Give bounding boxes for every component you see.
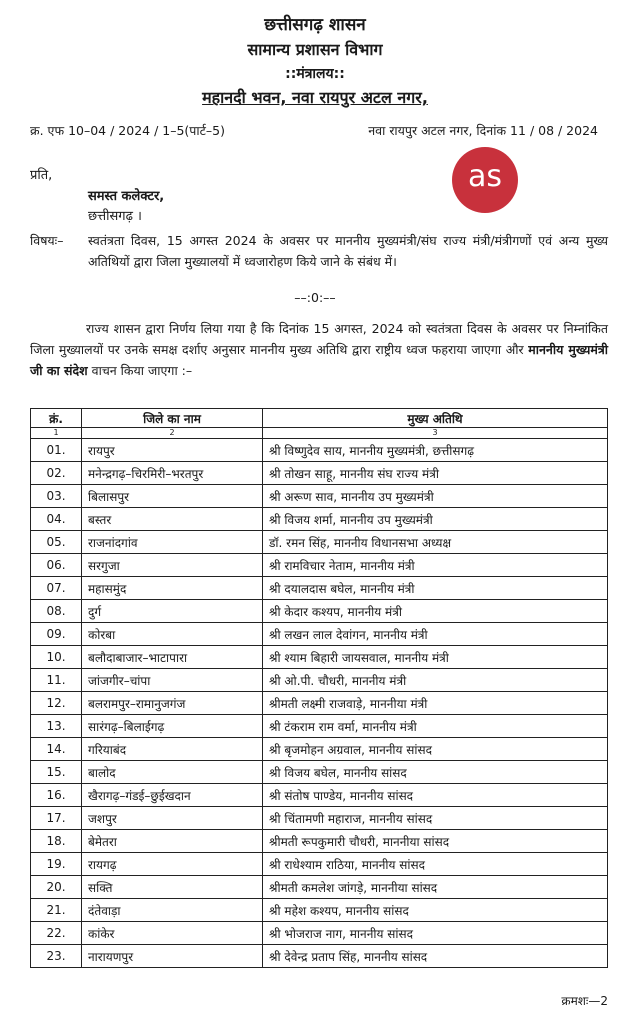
row-district: महासमुंद (82, 577, 263, 600)
body-text-bold: माननीय मुख्यमंत्री जी का संदेश (30, 342, 608, 378)
table-row (31, 462, 608, 485)
row-serial: 07. (31, 577, 82, 600)
column-index: 1 (31, 428, 82, 439)
table-row (31, 508, 608, 531)
row-district: गरियाबंद (82, 738, 263, 761)
row-district: नारायणपुर (82, 945, 263, 968)
row-serial: 01. (31, 439, 82, 462)
subject-text: स्वतंत्रता दिवस, 15 अगस्त 2024 के अवसर पर माननीय मुख्यमंत्री/संघ राज्य मंत्री/मंत्रीगणों एवं अन्य मुख्य अतिथियों द्वारा जिला मुख्यालयों में ध्वजारोहण किये जाने के संबंध में। (88, 233, 608, 269)
row-district: बेमेतरा (82, 830, 263, 853)
table-row (31, 669, 608, 692)
row-serial: 14. (31, 738, 82, 761)
row-district: कांकेर (82, 922, 263, 945)
govt-title: छत्तीसगढ़ शासन (264, 15, 366, 35)
row-chief-guest: श्री तोखन साहू, माननीय संघ राज्य मंत्री (263, 462, 608, 485)
table-row (31, 485, 608, 508)
address-line: महानदी भवन, नवा रायपुर अटल नगर, (202, 88, 428, 107)
row-chief-guest: श्री देवेन्द्र प्रताप सिंह, माननीय सांसद (263, 945, 608, 968)
separator: ––:0:–– (294, 290, 336, 305)
row-chief-guest: श्री चिंतामणी महाराज, माननीय सांसद (263, 807, 608, 830)
row-district: कोरबा (82, 623, 263, 646)
row-district: जांजगीर–चांपा (82, 669, 263, 692)
header-chief-guest: मुख्य अतिथि (263, 409, 608, 428)
department-title: सामान्य प्रशासन विभाग (247, 40, 383, 59)
row-chief-guest: श्री श्याम बिहारी जायसवाल, माननीय मंत्री (263, 646, 608, 669)
as-logo-watermark: as (452, 147, 518, 213)
table-row (31, 876, 608, 899)
row-serial: 08. (31, 600, 82, 623)
reference-number: क्र. एफ 10–04 / 2024 / 1–5(पार्ट–5) (30, 123, 226, 138)
row-chief-guest: श्री लखन लाल देवांगन, माननीय मंत्री (263, 623, 608, 646)
table-row (31, 784, 608, 807)
body-paragraph (30, 318, 608, 381)
row-district: दुर्ग (82, 600, 263, 623)
table-row (31, 807, 608, 830)
body-text-end: वाचन किया जाएगा :– (91, 363, 193, 378)
guest-table (30, 408, 608, 968)
row-serial: 11. (31, 669, 82, 692)
row-serial: 18. (31, 830, 82, 853)
subject-label: विषयः– (30, 233, 64, 248)
table-row (31, 830, 608, 853)
ministry-title: ::मंत्रालय:: (285, 66, 345, 82)
row-chief-guest: श्री केदार कश्यप, माननीय मंत्री (263, 600, 608, 623)
row-district: बस्तर (82, 508, 263, 531)
row-district: मनेन्द्रगढ़–चिरमिरी–भरतपुर (82, 462, 263, 485)
row-district: दंतेवाड़ा (82, 899, 263, 922)
row-serial: 22. (31, 922, 82, 945)
row-serial: 10. (31, 646, 82, 669)
row-district: बलरामपुर–रामानुजगंज (82, 692, 263, 715)
place-date: नवा रायपुर अटल नगर, दिनांक 11 / 08 / 2024 (368, 123, 598, 138)
row-serial: 19. (31, 853, 82, 876)
column-index: 3 (263, 428, 608, 439)
row-chief-guest: श्रीमती लक्ष्मी राजवाड़े, माननीया मंत्री (263, 692, 608, 715)
row-serial: 23. (31, 945, 82, 968)
row-district: रायगढ़ (82, 853, 263, 876)
row-district: सक्ति (82, 876, 263, 899)
recipient-state: छत्तीसगढ़ । (88, 209, 142, 224)
table-row (31, 646, 608, 669)
row-chief-guest: श्री संतोष पाण्डेय, माननीय सांसद (263, 784, 608, 807)
row-district: सरगुजा (82, 554, 263, 577)
row-serial: 17. (31, 807, 82, 830)
header-serial: क्रं. (31, 409, 82, 428)
row-serial: 05. (31, 531, 82, 554)
row-chief-guest: श्रीमती कमलेश जांगड़े, माननीया सांसद (263, 876, 608, 899)
row-district: बिलासपुर (82, 485, 263, 508)
row-chief-guest: श्री रामविचार नेताम, माननीय मंत्री (263, 554, 608, 577)
row-chief-guest: श्री दयालदास बघेल, माननीय मंत्री (263, 577, 608, 600)
row-chief-guest: श्री विष्णुदेव साय, माननीय मुख्यमंत्री, छत्तीसगढ़ (263, 439, 608, 462)
row-chief-guest: श्री महेश कश्यप, माननीय सांसद (263, 899, 608, 922)
body-text-start: राज्य शासन द्वारा निर्णय लिया गया है कि दिनांक 15 अगस्त, 2024 को स्वतंत्रता दिवस के अवसर पर निम्नांकित जिला मुख्यालयों पर उनके समक्ष दर्शाए अनुसार माननीय मुख्य अतिथि द्वारा राष्ट्रीय ध्वज फहराया जाएगा और (30, 321, 608, 357)
row-serial: 06. (31, 554, 82, 577)
table-row (31, 554, 608, 577)
column-index: 2 (82, 428, 263, 439)
row-chief-guest: श्री भोजराज नाग, माननीय सांसद (263, 922, 608, 945)
row-district: बलौदाबाजार–भाटापारा (82, 646, 263, 669)
row-serial: 13. (31, 715, 82, 738)
table-row (31, 600, 608, 623)
table-row (31, 853, 608, 876)
row-chief-guest: श्री बृजमोहन अग्रवाल, माननीय सांसद (263, 738, 608, 761)
row-chief-guest: श्री विजय शर्मा, माननीय उप मुख्यमंत्री (263, 508, 608, 531)
row-chief-guest: श्री ओ.पी. चौधरी, माननीय मंत्री (263, 669, 608, 692)
table-row (31, 761, 608, 784)
continued-marker: क्रमशः—2 (561, 994, 608, 1008)
row-serial: 15. (31, 761, 82, 784)
table-row (31, 899, 608, 922)
row-serial: 20. (31, 876, 82, 899)
row-serial: 09. (31, 623, 82, 646)
row-chief-guest: डॉ. रमन सिंह, माननीय विधानसभा अध्यक्ष (263, 531, 608, 554)
column-index-row (31, 428, 608, 439)
row-serial: 16. (31, 784, 82, 807)
table-row (31, 577, 608, 600)
row-district: सारंगढ़–बिलाईगढ़ (82, 715, 263, 738)
table-row (31, 715, 608, 738)
table-row (31, 945, 608, 968)
row-chief-guest: श्री अरूण साव, माननीय उप मुख्यमंत्री (263, 485, 608, 508)
row-serial: 12. (31, 692, 82, 715)
table-row (31, 692, 608, 715)
row-serial: 21. (31, 899, 82, 922)
row-district: जशपुर (82, 807, 263, 830)
row-district: खैरागढ़–गंडई–छुईखदान (82, 784, 263, 807)
table-row (31, 531, 608, 554)
row-district: रायपुर (82, 439, 263, 462)
row-serial: 02. (31, 462, 82, 485)
row-district: राजनांदगांव (82, 531, 263, 554)
row-serial: 04. (31, 508, 82, 531)
table-row (31, 922, 608, 945)
prati-label: प्रति, (30, 168, 53, 183)
row-district: बालोद (82, 761, 263, 784)
row-chief-guest: श्री राधेश्याम राठिया, माननीय सांसद (263, 853, 608, 876)
row-chief-guest: श्री टंकराम राम वर्मा, माननीय मंत्री (263, 715, 608, 738)
table-row (31, 738, 608, 761)
recipient-collectors: समस्त कलेक्टर, (88, 189, 165, 204)
row-serial: 03. (31, 485, 82, 508)
row-chief-guest: श्री विजय बघेल, माननीय सांसद (263, 761, 608, 784)
header-district: जिले का नाम (82, 409, 263, 428)
table-row (31, 439, 608, 462)
table-row (31, 623, 608, 646)
row-chief-guest: श्रीमती रूपकुमारी चौधरी, माननीया सांसद (263, 830, 608, 853)
